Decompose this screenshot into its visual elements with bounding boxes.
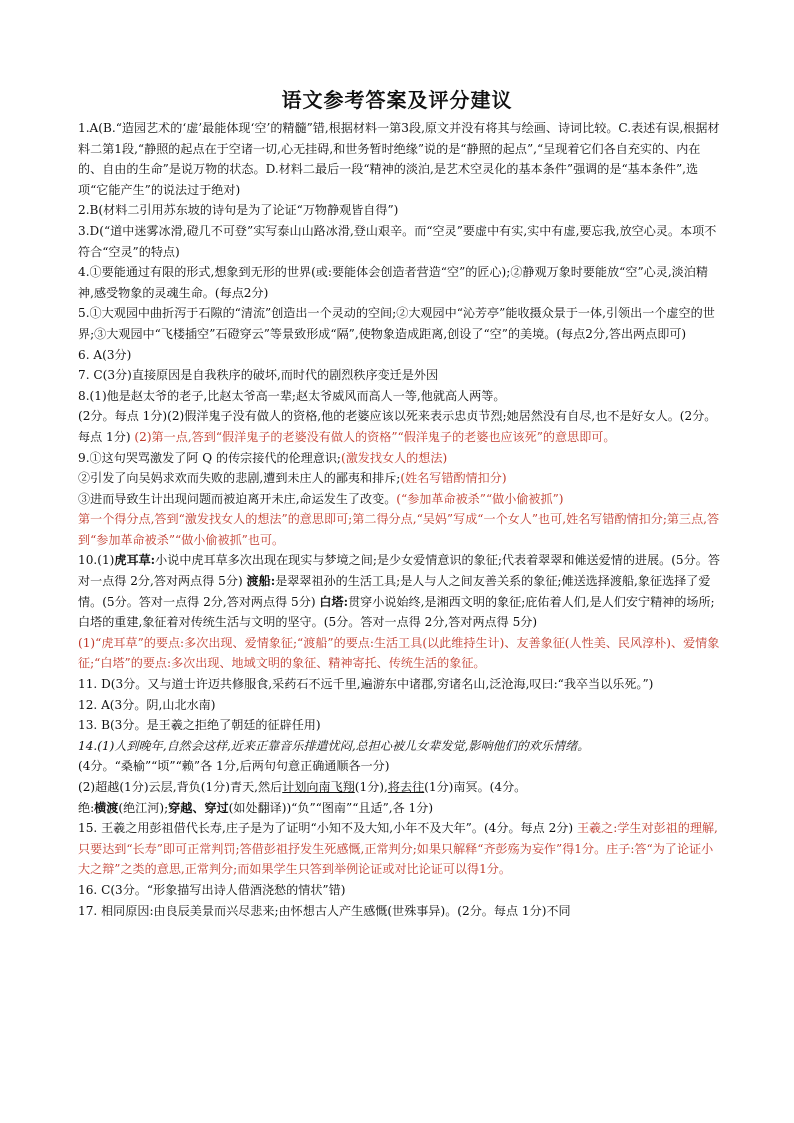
answer-4: 4.①要能通过有限的形式,想象到无形的世界(或:要能体会创造者营造“空”的匠心);②静观万象时要能放“空”心灵,淡泊精神,感受物象的灵魂生命。(每点2分) (78, 265, 708, 300)
answer-9-point3 (78, 489, 720, 510)
answer-9-point2-note: (姓名写错酌情扣分) (400, 471, 507, 486)
answer-14-translation-1: 14.(1)人到晚年,自然会这样,近来正靠音乐排遣忧闷,总担心被儿女辈发觉,影响他们的欢乐情绪。 (78, 738, 590, 753)
answer-9-point1-note: (激发找女人的想法) (341, 450, 448, 465)
answer-10-key-duchuan: 渡船: (246, 574, 276, 589)
answer-10-baita: 贯穿小说始终,是湘西文明的象征;庇佑着人们,是人们安宁精神的场所;白塔的重建,象征着对传统生活与文明的坚守。(5分。答对一点得 2分,答对两点得 5分) (78, 594, 715, 630)
answer-10-key-baita: 白塔: (319, 594, 349, 609)
answer-8-text: (2分。每点 1分)(2)假洋鬼子没有做人的资格,他的老婆应该以死来表示忠贞节烈;她居然没有自尽,也不是好女人。(2分。每点 1分) (78, 409, 717, 444)
answer-9-point3-text: ③进而导致生计出现问题而被迫离开未庄,命运发生了改变。 (78, 491, 397, 506)
answer-14-scoring-1: (4分。“桑榆”“顷”“赖”各 1分,后两句句意正确通顺各一分) (78, 759, 390, 774)
answer-15 (78, 818, 720, 880)
answer-8-note: (2)第一点,答到“假洋鬼子的老婆没有做人的资格”“假洋鬼子的老婆也应该死”的意思即可。 (134, 429, 616, 444)
answer-9-point2 (78, 468, 720, 489)
answer-14-t2-underline1: 计划向南飞翔 (282, 780, 355, 794)
answer-14-s2-part3: (如处翻译))“负”“图南”“且适”,各 1分) (228, 800, 434, 815)
answer-15-note: 王羲之:学生对彭祖的理解,只要达到“长寿”即可正常判罚;答借彭祖抒发生死感慨,正常判分;如果只解释“齐彭殇为妄作”得1分。庄子:答“为了论证小大之辩”之类的意思,正常判分;而如果学生只答到举例论证或对比论证可以得1分。 (78, 821, 718, 877)
answer-9-point1-text: 9.①这句哭骂激发了阿 Q 的传宗接代的伦理意识; (78, 450, 341, 465)
answer-15-text: 15. 王羲之用彭祖借代长寿,庄子是为了证明“小知不及大知,小年不及大年”。(4分。每点 2分) (78, 821, 574, 836)
answer-14-translation-2 (78, 777, 720, 798)
page-title: 语文参考答案及评分建议 (281, 88, 513, 112)
answer-3: 3.D(“道中迷雾冰滑,磴几不可登”实写泰山山路冰滑,登山艰辛。而“空灵”要虚中有实,实中有虚,要忘我,放空心灵。本项不符合“空灵”的特点) (78, 223, 717, 259)
answer-14-t2-part1: (2)超越(1分)云层,背负(1分)青天,然后 (78, 780, 283, 794)
answer-10-key-huercao: 虎耳草: (114, 553, 156, 568)
answer-9-scoring-note: 第一个得分点,答到“激发找女人的想法”的意思即可;第二得分点,“吴妈”写成“一个女人”也可,姓名写错酌情扣分;第三点,答到“参加革命被杀”“做小偷被抓”也可。 (78, 512, 720, 547)
answer-10-scoring-note: (1)“虎耳草”的要点:多次出现、爱情象征;“渡船”的要点:生活工具(以此维持生计)、友善象征(人性美、民风淳朴)、爱情象征;“白塔”的要点:多次出现、地域文明的象征、精神寄托、传统生活的象征。 (78, 635, 720, 671)
answer-10-duchuan: 是翠翠祖孙的生活工具;是人与人之间友善关系的象征;傩送选择渡船,象征选择了爱情。(5分。答对一点得 2分,答对两点得 5分) (78, 574, 711, 609)
answer-11: 11. D(3分。又与道士许迈共修服食,采药石不远千里,遍游东中诸郡,穷诸名山,泛沧海,叹曰:“我卒当以乐死。”) (78, 677, 654, 692)
answer-14-s2-bold2: 穿越、穿过 (168, 800, 229, 815)
answer-14-t2-part3: (1分)南冥。(4分。 (424, 780, 527, 794)
answer-13: 13. B(3分。是王羲之拒绝了朝廷的征辟任用) (78, 718, 321, 733)
answer-5: 5.①大观园中曲折泻于石隙的“清流”创造出一个灵动的空间;②大观园中“沁芳亭”能收摄众景于一体,引领出一个虚空的世界;③大观园中“飞楼插空”石磴穿云”等景致形成“隔”,使物象造成距离,创设了“空”的美境。(每点2分,答出两点即可) (78, 306, 715, 341)
answer-17: 17. 相同原因:由良辰美景而兴尽悲来;由怀想古人产生感慨(世殊事异)。(2分。每点 1分)不同 (78, 903, 571, 918)
answer-6: 6. A(3分) (78, 347, 132, 362)
answer-12: 12. A(3分。阴,山北水南) (78, 697, 216, 712)
answer-14-t2-part2: (1分), (354, 780, 388, 794)
answer-1: 1.A(B.“造园艺术的‘虚’最能体现‘空’的精髓”错,根据材料一第3段,原文并没有将其与绘画、诗词比较。C.表述有误,根据材料二第1段,“静照的起点在于空诸一切,心无挂碍,和世务暂时绝缘”说的是“静照的起点”,“呈现着它们各自充实的、内在的、自由的生命”是说万物的状态。D.材料二最后一段“精神的淡泊,是艺术空灵化的基本条件”强调的是“基本条件”,选项“它能产生”的说法过于绝对) (78, 121, 720, 197)
answer-14-t2-underline2: 将去往 (387, 780, 425, 794)
answer-16: 16. C(3分。“形象描写出诗人借酒浇愁的情状”错) (78, 882, 346, 897)
answer-8-part1: 8.(1)他是赵太爷的老子,比赵太爷高一辈;赵太爷威风而高人一等,他就高人两等。 (78, 388, 506, 403)
answer-9-point3-note: (“参加革命被杀”“做小偷被抓”) (396, 491, 564, 506)
answer-7: 7. C(3分)直接原因是自我秩序的破坏,而时代的剧烈秩序变迁是外因 (78, 368, 439, 383)
answer-9-point1 (78, 448, 720, 469)
answer-14-scoring-2 (78, 798, 720, 819)
answer-14-s2-bold1: 横渡 (94, 800, 119, 815)
answer-14-s2-part1: 绝: (78, 800, 95, 815)
answer-14-s2-part2: (绝江河); (118, 800, 169, 815)
answer-body (78, 118, 720, 921)
answer-9-point2-text: ②引发了向吴妈求欢而失败的悲剧,遭到未庄人的鄙夷和排斥; (78, 471, 401, 486)
answer-10-number: 10.(1) (78, 553, 115, 568)
answer-10-huercao: 小说中虎耳草多次出现在现实与梦境之间;是少女爱情意识的象征;代表着翠翠和傩送爱情的进展。(5分。答对一点得 2分,答对两点得 5分) (78, 553, 720, 589)
answer-2: 2.B(材料二引用苏东坡的诗句是为了论证“万物静观皆自得”) (78, 203, 399, 218)
answer-8-part2 (78, 406, 720, 447)
answer-10 (78, 550, 720, 632)
